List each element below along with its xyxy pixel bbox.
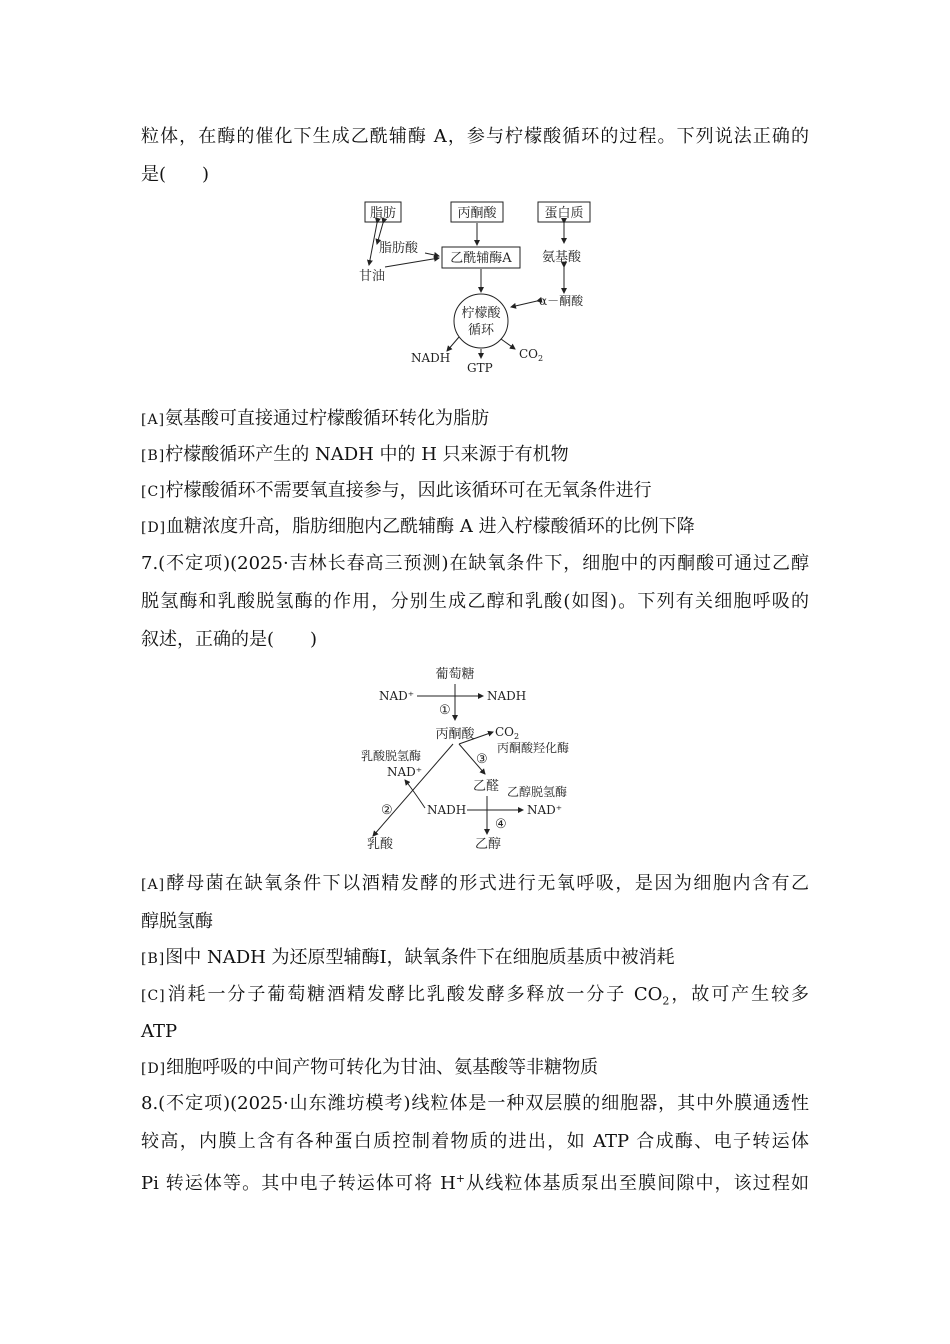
- d1-glycerol: 甘油: [359, 269, 386, 284]
- d1-nadh: NADH: [411, 351, 451, 365]
- d2-pyruvate: 丙酮酸: [435, 727, 475, 742]
- d2-co2: $CO_2$: [495, 725, 520, 741]
- d1-gtp: GTP: [467, 361, 493, 375]
- d1-cycle-1: 柠檬酸: [461, 306, 501, 321]
- q6-option-c[interactable]: [C]柠檬酸循环不需要氧直接参与，因此该循环可在无氧条件进行: [141, 480, 652, 501]
- d1-pyruvate: 丙酮酸: [457, 206, 497, 221]
- d2-decarboxylase: 丙酮酸羟化酶: [497, 741, 570, 755]
- d2-glucose: 葡萄糖: [435, 667, 475, 682]
- q7-stem-line1: 7.(不定项)(2025·吉林长春高三预测)在缺氧条件下，细胞中的丙酮酸可通过乙醇: [141, 553, 809, 574]
- d1-cycle-2: 循环: [467, 323, 495, 338]
- q8-stem-line2: 较高，内膜上含有各种蛋白质控制着物质的进出，如 ATP 合成酶、电子转运体: [141, 1131, 809, 1152]
- q7-respiration-diagram: [355, 660, 595, 860]
- d2-nadh: NADH: [487, 689, 527, 703]
- d2-lactate: 乳酸: [367, 837, 394, 852]
- q7-stem-line2: 脱氢酶和乳酸脱氢酶的作用，分别生成乙醇和乳酸(如图)。下列有关细胞呼吸的: [141, 591, 809, 612]
- d2-nad-plus3: NAD⁺: [527, 803, 563, 817]
- d2-step3: ③: [476, 752, 488, 767]
- d2-step4: ④: [495, 817, 507, 832]
- q8-stem-line3: Pi 转运体等。其中电子转运体可将 H+从线粒体基质泵出至膜间隙中，该过程如: [141, 1172, 809, 1194]
- d1-keto-acid: α－酮酸: [539, 294, 584, 308]
- d1-co2: $CO_2$: [519, 347, 544, 363]
- q7-option-d[interactable]: [D]细胞呼吸的中间产物可转化为甘油、氨基酸等非糖物质: [141, 1057, 599, 1078]
- d2-adh: 乙醇脱氢酶: [507, 785, 568, 799]
- q7-option-c[interactable]: [C]消耗一分子葡萄糖酒精发酵比乳酸发酵多释放一分子 $CO_2$，故可产生较多: [141, 984, 810, 1008]
- d1-fatty-acid: 脂肪酸: [379, 241, 419, 256]
- q7-stem-line3: 叙述，正确的是( ): [141, 629, 318, 650]
- q6-stem-line2: 是( ): [141, 164, 210, 185]
- q6-option-d[interactable]: [D]血糖浓度升高，脂肪细胞内乙酰辅酶 A 进入柠檬酸循环的比例下降: [141, 516, 695, 537]
- d2-nad-plus: NAD⁺: [379, 689, 415, 703]
- q6-option-a[interactable]: [A]氨基酸可直接通过柠檬酸循环转化为脂肪: [141, 408, 490, 429]
- d2-nad-plus2: NAD⁺: [387, 765, 423, 779]
- d2-step1: ①: [439, 703, 451, 718]
- q7-option-c-cont: ATP: [141, 1021, 178, 1042]
- d2-ldh: 乳酸脱氢酶: [361, 749, 422, 763]
- d1-fat: 脂肪: [369, 206, 397, 221]
- d1-protein: 蛋白质: [544, 206, 584, 221]
- d2-step2: ②: [381, 803, 393, 818]
- d2-acetaldehyde: 乙醛: [473, 779, 500, 794]
- d2-nadh2: NADH: [427, 803, 467, 817]
- q7-option-b[interactable]: [B]图中 NADH 为还原型辅酶Ⅰ，缺氧条件下在细胞质基质中被消耗: [141, 947, 675, 968]
- d1-acetyl-coa: 乙酰辅酶A: [450, 251, 512, 266]
- d1-amino-acid: 氨基酸: [542, 250, 582, 265]
- q6-metabolism-diagram: [355, 195, 605, 375]
- q8-stem-line1: 8.(不定项)(2025·山东潍坊模考)线粒体是一种双层膜的细胞器，其中外膜通透性: [141, 1093, 809, 1114]
- q6-option-b[interactable]: [B]柠檬酸循环产生的 NADH 中的 H 只来源于有机物: [141, 444, 569, 465]
- d2-ethanol: 乙醇: [475, 837, 502, 852]
- q7-option-a[interactable]: [A]酵母菌在缺氧条件下以酒精发酵的形式进行无氧呼吸，是因为细胞内含有乙: [141, 873, 809, 894]
- q7-option-a-cont: 醇脱氢酶: [141, 911, 213, 932]
- q6-stem-line1: 粒体，在酶的催化下生成乙酰辅酶 A，参与柠檬酸循环的过程。下列说法正确的: [141, 126, 809, 147]
